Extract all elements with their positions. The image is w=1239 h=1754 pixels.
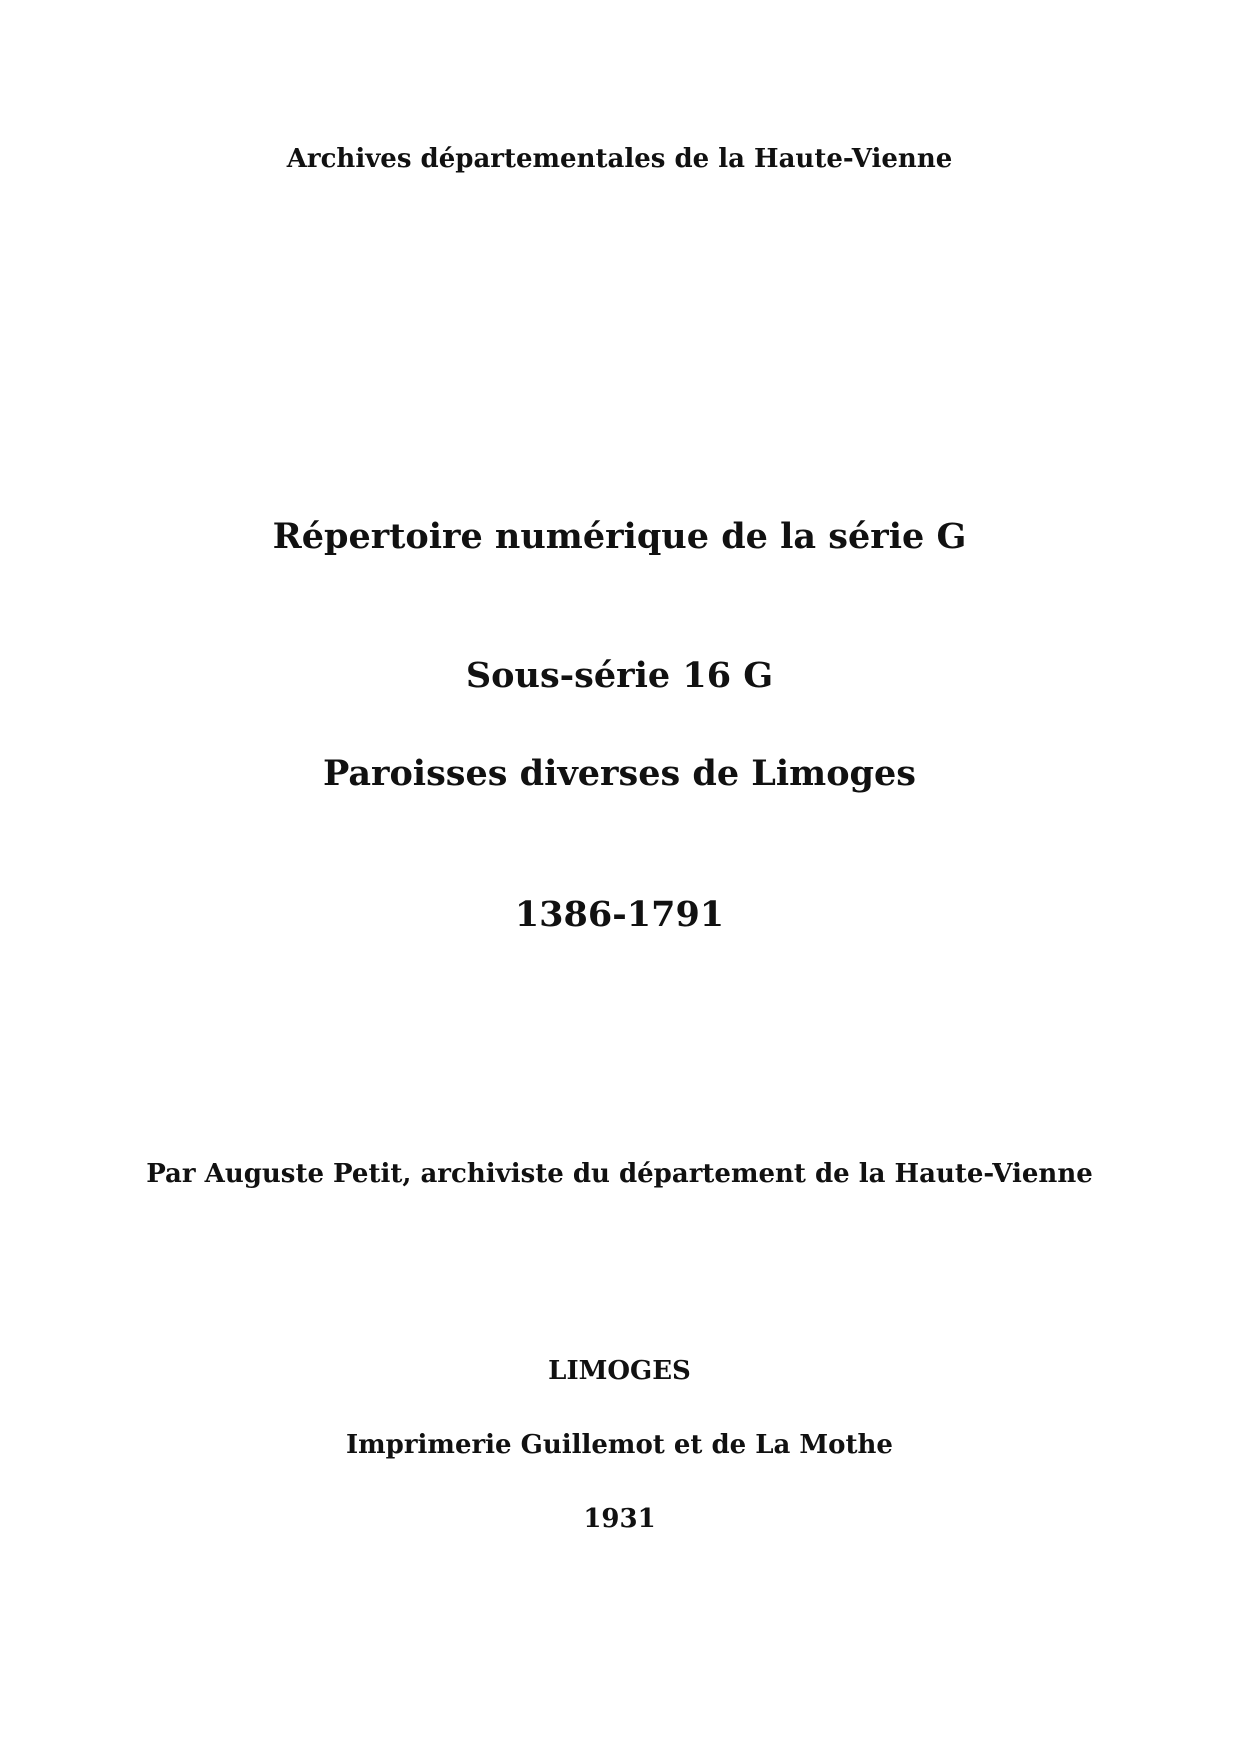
- date-range: 1386-1791: [514, 894, 725, 935]
- imprint-printer: Imprimerie Guillemot et de La Mothe: [346, 1430, 893, 1460]
- imprint-year: 1931: [583, 1504, 656, 1534]
- document-title: Répertoire numérique de la série G: [272, 516, 967, 557]
- author-line: Par Auguste Petit, archiviste du département de la Haute-Vienne: [146, 1159, 1093, 1189]
- subseries-title: Sous-série 16 G: [465, 655, 774, 696]
- institution-heading: Archives départementales de la Haute-Vienne: [286, 144, 953, 174]
- imprint-place: LIMOGES: [548, 1356, 691, 1386]
- scope-title: Paroisses diverses de Limoges: [322, 753, 917, 794]
